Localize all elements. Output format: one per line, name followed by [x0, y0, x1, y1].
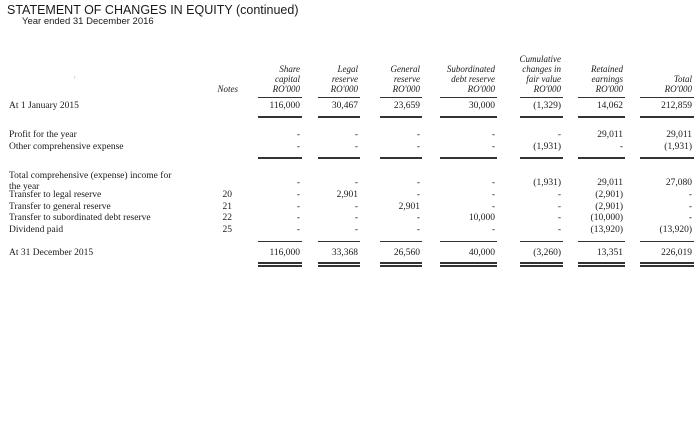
cell-dividend-share-capital: -: [296, 225, 300, 235]
subordinated-debt-reserve-header-line-2: debt reserve: [451, 74, 495, 84]
cell-closing-subordinated-debt-reserve: 40,000: [468, 248, 495, 258]
row-note-dividend: 25: [222, 225, 232, 235]
rule-opening-bottom-subordinated-debt-reserve: [440, 116, 497, 118]
stray-tick-mark: ': [74, 75, 76, 84]
cell-legal-general-reserve: -: [416, 190, 420, 200]
rule-closing-bottom-2-general-reserve: [380, 265, 422, 267]
subordinated-debt-reserve-header-line-3: RO'000: [467, 84, 495, 94]
cell-oci-subordinated-debt-reserve: -: [491, 142, 495, 152]
cell-general-fair-value-changes: -: [557, 202, 561, 212]
rule-oci-bottom-fair-value-changes: [520, 157, 563, 159]
cell-subord-retained-earnings: (10,000): [590, 213, 623, 223]
rule-opening-bottom-general-reserve: [380, 116, 422, 118]
cell-dividend-retained-earnings: (13,920): [590, 225, 623, 235]
row-label-dividend: Dividend paid: [9, 225, 64, 235]
cell-opening-legal-reserve: 30,467: [331, 101, 358, 111]
fair-value-changes-header-line-1: Cumulative: [519, 54, 561, 64]
cell-tci-general-reserve: -: [416, 178, 420, 188]
cell-dividend-fair-value-changes: -: [557, 225, 561, 235]
cell-legal-retained-earnings: (2,901): [595, 190, 623, 200]
cell-opening-retained-earnings: 14,062: [596, 101, 623, 111]
general-reserve-header-line-2: reserve: [393, 74, 420, 84]
rule-opening-bottom-retained-earnings: [578, 116, 625, 118]
cell-legal-subordinated-debt-reserve: -: [491, 190, 495, 200]
cell-oci-fair-value-changes: (1,931): [533, 142, 561, 152]
rule-opening-bottom-fair-value-changes: [520, 116, 563, 118]
retained-earnings-header-line-1: Retained: [591, 64, 623, 74]
rule-opening-bottom-legal-reserve: [318, 116, 360, 118]
cell-profit-total: 29,011: [666, 130, 692, 140]
rule-closing-bottom-2-fair-value-changes: [520, 265, 563, 267]
cell-general-general-reserve: 2,901: [398, 202, 420, 212]
rule-movements-bottom-subordinated-debt-reserve: [440, 241, 497, 242]
rule-closing-bottom-2-total: [640, 265, 694, 267]
cell-tci-fair-value-changes: (1,931): [533, 178, 561, 188]
cell-opening-share-capital: 116,000: [269, 101, 300, 111]
rule-opening-bottom-total: [640, 116, 694, 118]
cell-legal-fair-value-changes: -: [557, 190, 561, 200]
cell-subord-fair-value-changes: -: [557, 213, 561, 223]
row-label-oci: Other comprehensive expense: [9, 142, 124, 152]
cell-profit-retained-earnings: 29,011: [597, 130, 623, 140]
rule-closing-bottom-1-general-reserve: [380, 262, 422, 264]
general-reserve-header-line-3: RO'000: [392, 84, 420, 94]
statement-subtitle: Year ended 31 December 2016: [22, 16, 154, 27]
rule-oci-bottom-total: [640, 157, 694, 159]
cell-dividend-subordinated-debt-reserve: -: [491, 225, 495, 235]
cell-tci-subordinated-debt-reserve: -: [491, 178, 495, 188]
rule-closing-bottom-1-retained-earnings: [578, 262, 625, 264]
cell-subord-general-reserve: -: [416, 213, 420, 223]
cell-tci-share-capital: -: [296, 178, 300, 188]
share-capital-header-line-2: capital: [275, 74, 300, 84]
cell-oci-total: (1,931): [664, 142, 692, 152]
rule-closing-bottom-2-share-capital: [258, 265, 302, 267]
rule-header-bottom-total: [640, 97, 694, 98]
retained-earnings-header-line-2: earnings: [591, 74, 623, 84]
cell-tci-retained-earnings: 29,011: [597, 178, 623, 188]
cell-opening-general-reserve: 23,659: [393, 101, 420, 111]
total-header-line-2: RO'000: [664, 84, 692, 94]
cell-general-retained-earnings: (2,901): [595, 202, 623, 212]
cell-subord-legal-reserve: -: [354, 213, 358, 223]
cell-dividend-general-reserve: -: [416, 225, 420, 235]
row-note-subord: 22: [222, 213, 232, 223]
cell-closing-legal-reserve: 33,368: [331, 248, 358, 258]
rule-movements-bottom-general-reserve: [380, 241, 422, 242]
rule-closing-bottom-2-subordinated-debt-reserve: [440, 265, 497, 267]
general-reserve-header-line-1: General: [390, 64, 420, 74]
cell-dividend-legal-reserve: -: [354, 225, 358, 235]
subordinated-debt-reserve-header-line-1: Subordinated: [446, 64, 495, 74]
cell-tci-legal-reserve: -: [354, 178, 358, 188]
row-label-closing: At 31 December 2015: [9, 248, 94, 258]
cell-closing-general-reserve: 26,560: [393, 248, 420, 258]
rule-oci-bottom-legal-reserve: [318, 157, 360, 159]
rule-closing-bottom-1-subordinated-debt-reserve: [440, 262, 497, 264]
cell-oci-retained-earnings: -: [619, 142, 623, 152]
cell-legal-total: -: [688, 190, 692, 200]
cell-oci-general-reserve: -: [416, 142, 420, 152]
row-label-subord: Transfer to subordinated debt reserve: [9, 213, 151, 223]
cell-opening-subordinated-debt-reserve: 30,000: [468, 101, 495, 111]
cell-general-share-capital: -: [296, 202, 300, 212]
cell-profit-legal-reserve: -: [354, 130, 358, 140]
fair-value-changes-header-line-3: fair value: [526, 74, 561, 84]
rule-oci-bottom-subordinated-debt-reserve: [440, 157, 497, 159]
cell-oci-share-capital: -: [296, 142, 300, 152]
rule-header-bottom-retained-earnings: [578, 97, 625, 98]
cell-subord-subordinated-debt-reserve: 10,000: [468, 213, 495, 223]
total-header-line-1: Total: [673, 74, 692, 84]
cell-general-total: -: [688, 202, 692, 212]
rule-header-bottom-general-reserve: [380, 97, 422, 98]
cell-general-subordinated-debt-reserve: -: [491, 202, 495, 212]
share-capital-header-line-1: Share: [279, 64, 300, 74]
cell-profit-share-capital: -: [296, 130, 300, 140]
row-label-tci-line-2: the year: [9, 182, 40, 192]
row-label-opening: At 1 January 2015: [9, 101, 79, 111]
cell-dividend-total: (13,920): [659, 225, 692, 235]
rule-movements-bottom-legal-reserve: [318, 241, 360, 242]
cell-legal-share-capital: -: [296, 190, 300, 200]
rule-header-bottom-fair-value-changes: [520, 97, 563, 98]
rule-closing-bottom-2-legal-reserve: [318, 265, 360, 267]
row-label-general: Transfer to general reserve: [9, 202, 111, 212]
rule-movements-bottom-total: [640, 241, 694, 242]
legal-reserve-header-line-3: RO'000: [330, 84, 358, 94]
rule-closing-bottom-1-total: [640, 262, 694, 264]
rule-movements-bottom-retained-earnings: [578, 241, 625, 242]
cell-profit-general-reserve: -: [416, 130, 420, 140]
row-note-legal: 20: [222, 190, 232, 200]
row-label-profit: Profit for the year: [9, 130, 77, 140]
rule-closing-bottom-1-share-capital: [258, 262, 302, 264]
cell-closing-fair-value-changes: (3,260): [533, 248, 561, 258]
cell-legal-legal-reserve: 2,901: [336, 190, 358, 200]
row-label-tci-line-1: Total comprehensive (expense) income for: [9, 171, 172, 181]
cell-general-legal-reserve: -: [354, 202, 358, 212]
legal-reserve-header-line-1: Legal: [337, 64, 358, 74]
cell-opening-total: 212,859: [661, 101, 692, 111]
rule-movements-bottom-fair-value-changes: [520, 241, 563, 242]
cell-profit-subordinated-debt-reserve: -: [491, 130, 495, 140]
row-label-legal: Transfer to legal reserve: [9, 190, 102, 200]
cell-profit-fair-value-changes: -: [557, 130, 561, 140]
fair-value-changes-header-line-4: RO'000: [533, 84, 561, 94]
statement-title: STATEMENT OF CHANGES IN EQUITY (continued): [7, 3, 299, 17]
rule-movements-bottom-share-capital: [258, 241, 302, 242]
rule-closing-bottom-1-fair-value-changes: [520, 262, 563, 264]
rule-header-bottom-subordinated-debt-reserve: [440, 97, 497, 98]
rule-closing-bottom-2-retained-earnings: [578, 265, 625, 267]
rule-closing-bottom-1-legal-reserve: [318, 262, 360, 264]
retained-earnings-header-line-3: RO'000: [595, 84, 623, 94]
cell-closing-total: 226,019: [661, 248, 692, 258]
notes-header-line-1: Notes: [217, 84, 238, 94]
fair-value-changes-header-line-2: changes in: [522, 64, 561, 74]
cell-closing-retained-earnings: 13,351: [596, 248, 623, 258]
share-capital-header-line-3: RO'000: [272, 84, 300, 94]
rule-oci-bottom-retained-earnings: [578, 157, 625, 159]
cell-oci-legal-reserve: -: [354, 142, 358, 152]
rule-header-bottom-legal-reserve: [318, 97, 360, 98]
legal-reserve-header-line-2: reserve: [331, 74, 358, 84]
cell-subord-total: -: [688, 213, 692, 223]
cell-tci-total: 27,080: [665, 178, 692, 188]
rule-header-bottom-share-capital: [258, 97, 302, 98]
cell-opening-fair-value-changes: (1,329): [533, 101, 561, 111]
rule-oci-bottom-share-capital: [258, 157, 302, 159]
cell-closing-share-capital: 116,000: [269, 248, 300, 258]
rule-oci-bottom-general-reserve: [380, 157, 422, 159]
rule-opening-bottom-share-capital: [258, 116, 302, 118]
row-note-general: 21: [222, 202, 232, 212]
cell-subord-share-capital: -: [296, 213, 300, 223]
